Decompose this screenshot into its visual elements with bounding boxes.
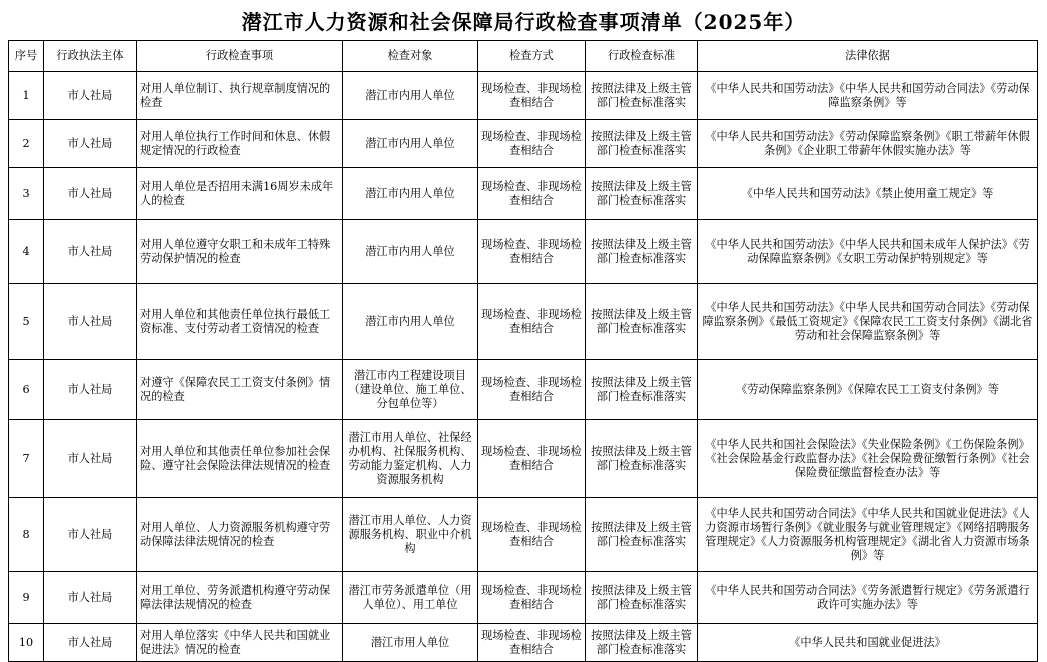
cell-target: 潜江市劳务派遣单位（用人单位）、用工单位 [343, 572, 478, 624]
cell-standard: 按照法律及上级主管部门检查标准落实 [586, 284, 698, 360]
cell-standard: 按照法律及上级主管部门检查标准落实 [586, 572, 698, 624]
cell-method: 现场检查、非现场检查相结合 [478, 72, 586, 120]
cell-standard: 按照法律及上级主管部门检查标准落实 [586, 360, 698, 420]
cell-basis: 《劳动保障监察条例》《保障农民工工资支付条例》等 [698, 360, 1038, 420]
cell-method: 现场检查、非现场检查相结合 [478, 284, 586, 360]
cell-target: 潜江市用人单位 [343, 624, 478, 662]
cell-basis: 《中华人民共和国劳动法》《劳动保障监察条例》《职工带薪年休假条例》《企业职工带薪年休假实施办法》等 [698, 120, 1038, 168]
cell-target: 潜江市内用人单位 [343, 168, 478, 220]
cell-no: 4 [9, 220, 44, 284]
cell-no: 1 [9, 72, 44, 120]
cell-basis: 《中华人民共和国劳动法》《中华人民共和国劳动合同法》《劳动保障监察条例》《最低工资规定》《保障农民工工资支付条例》《湖北省劳动和社会保障监察条例》等 [698, 284, 1038, 360]
cell-subject: 市人社局 [44, 360, 137, 420]
cell-method: 现场检查、非现场检查相结合 [478, 360, 586, 420]
cell-basis: 《中华人民共和国劳动法》《禁止使用童工规定》等 [698, 168, 1038, 220]
cell-basis: 《中华人民共和国劳动法》《中华人民共和国未成年人保护法》《劳动保障监察条例》《女职工劳动保护特别规定》等 [698, 220, 1038, 284]
cell-item: 对用人单位执行工作时间和休息、休假规定情况的行政检查 [137, 120, 343, 168]
table-row [9, 624, 1038, 662]
cell-basis: 《中华人民共和国劳动合同法》《劳务派遣暂行规定》《劳务派遣行政许可实施办法》等 [698, 572, 1038, 624]
cell-standard: 按照法律及上级主管部门检查标准落实 [586, 168, 698, 220]
inspection-table [8, 40, 1038, 662]
table-row [9, 572, 1038, 624]
cell-item: 对用工单位、劳务派遣机构遵守劳动保障法律法规情况的检查 [137, 572, 343, 624]
cell-method: 现场检查、非现场检查相结合 [478, 168, 586, 220]
cell-no: 8 [9, 498, 44, 572]
page-title: 潜江市人力资源和社会保障局行政检查事项清单（2025年） [241, 10, 806, 34]
cell-item: 对用人单位和其他责任单位执行最低工资标准、支付劳动者工资情况的检查 [137, 284, 343, 360]
header-subject: 行政执法主体 [44, 41, 137, 72]
cell-target: 潜江市内用人单位 [343, 120, 478, 168]
table-row [9, 360, 1038, 420]
cell-target: 潜江市用人单位、社保经办机构、社保服务机构、劳动能力鉴定机构、人力资源服务机构 [343, 420, 478, 498]
cell-target: 潜江市用人单位、人力资源服务机构、职业中介机构 [343, 498, 478, 572]
table-header-row [9, 41, 1038, 72]
table-row [9, 72, 1038, 120]
cell-method: 现场检查、非现场检查相结合 [478, 572, 586, 624]
cell-method: 现场检查、非现场检查相结合 [478, 498, 586, 572]
cell-item: 对用人单位是否招用未满16周岁未成年人的检查 [137, 168, 343, 220]
cell-no: 10 [9, 624, 44, 662]
cell-item: 对用人单位、人力资源服务机构遵守劳动保障法律法规情况的检查 [137, 498, 343, 572]
header-basis: 法律依据 [698, 41, 1038, 72]
cell-target: 潜江市内用人单位 [343, 220, 478, 284]
cell-subject: 市人社局 [44, 120, 137, 168]
cell-subject: 市人社局 [44, 572, 137, 624]
cell-target: 潜江市内用人单位 [343, 72, 478, 120]
cell-basis: 《中华人民共和国劳动法》《中华人民共和国劳动合同法》《劳动保障监察条例》等 [698, 72, 1038, 120]
cell-method: 现场检查、非现场检查相结合 [478, 624, 586, 662]
cell-target: 潜江市内用人单位 [343, 284, 478, 360]
cell-no: 5 [9, 284, 44, 360]
cell-subject: 市人社局 [44, 220, 137, 284]
table-row [9, 220, 1038, 284]
cell-item: 对用人单位制订、执行规章制度情况的检查 [137, 72, 343, 120]
cell-subject: 市人社局 [44, 420, 137, 498]
cell-standard: 按照法律及上级主管部门检查标准落实 [586, 120, 698, 168]
cell-subject: 市人社局 [44, 168, 137, 220]
header-standard: 行政检查标准 [586, 41, 698, 72]
cell-item: 对遵守《保障农民工工资支付条例》情况的检查 [137, 360, 343, 420]
cell-no: 2 [9, 120, 44, 168]
cell-no: 7 [9, 420, 44, 498]
cell-method: 现场检查、非现场检查相结合 [478, 120, 586, 168]
cell-standard: 按照法律及上级主管部门检查标准落实 [586, 220, 698, 284]
table-row [9, 284, 1038, 360]
header-no: 序号 [9, 41, 44, 72]
header-target: 检查对象 [343, 41, 478, 72]
cell-no: 6 [9, 360, 44, 420]
header-item: 行政检查事项 [137, 41, 343, 72]
cell-method: 现场检查、非现场检查相结合 [478, 420, 586, 498]
cell-item: 对用人单位和其他责任单位参加社会保险、遵守社会保险法律法规情况的检查 [137, 420, 343, 498]
cell-standard: 按照法律及上级主管部门检查标准落实 [586, 498, 698, 572]
cell-subject: 市人社局 [44, 498, 137, 572]
cell-standard: 按照法律及上级主管部门检查标准落实 [586, 72, 698, 120]
cell-subject: 市人社局 [44, 284, 137, 360]
cell-target: 潜江市内工程建设项目（建设单位、施工单位、分包单位等） [343, 360, 478, 420]
cell-no: 9 [9, 572, 44, 624]
cell-standard: 按照法律及上级主管部门检查标准落实 [586, 624, 698, 662]
table-row [9, 168, 1038, 220]
cell-item: 对用人单位遵守女职工和未成年工特殊劳动保护情况的检查 [137, 220, 343, 284]
cell-method: 现场检查、非现场检查相结合 [478, 220, 586, 284]
table-row [9, 420, 1038, 498]
cell-subject: 市人社局 [44, 72, 137, 120]
cell-no: 3 [9, 168, 44, 220]
cell-subject: 市人社局 [44, 624, 137, 662]
table-row [9, 498, 1038, 572]
cell-basis: 《中华人民共和国劳动合同法》《中华人民共和国就业促进法》《人力资源市场暂行条例》《就业服务与就业管理规定》《网络招聘服务管理规定》《人力资源服务机构管理规定》《湖北省人力资源市场条例》等 [698, 498, 1038, 572]
cell-basis: 《中华人民共和国社会保险法》《失业保险条例》《工伤保险条例》《社会保险基金行政监督办法》《社会保险费征缴暂行条例》《社会保险费征缴监督检查办法》等 [698, 420, 1038, 498]
cell-basis: 《中华人民共和国就业促进法》 [698, 624, 1038, 662]
cell-item: 对用人单位落实《中华人民共和国就业促进法》情况的检查 [137, 624, 343, 662]
table-row [9, 120, 1038, 168]
cell-standard: 按照法律及上级主管部门检查标准落实 [586, 420, 698, 498]
header-method: 检查方式 [478, 41, 586, 72]
